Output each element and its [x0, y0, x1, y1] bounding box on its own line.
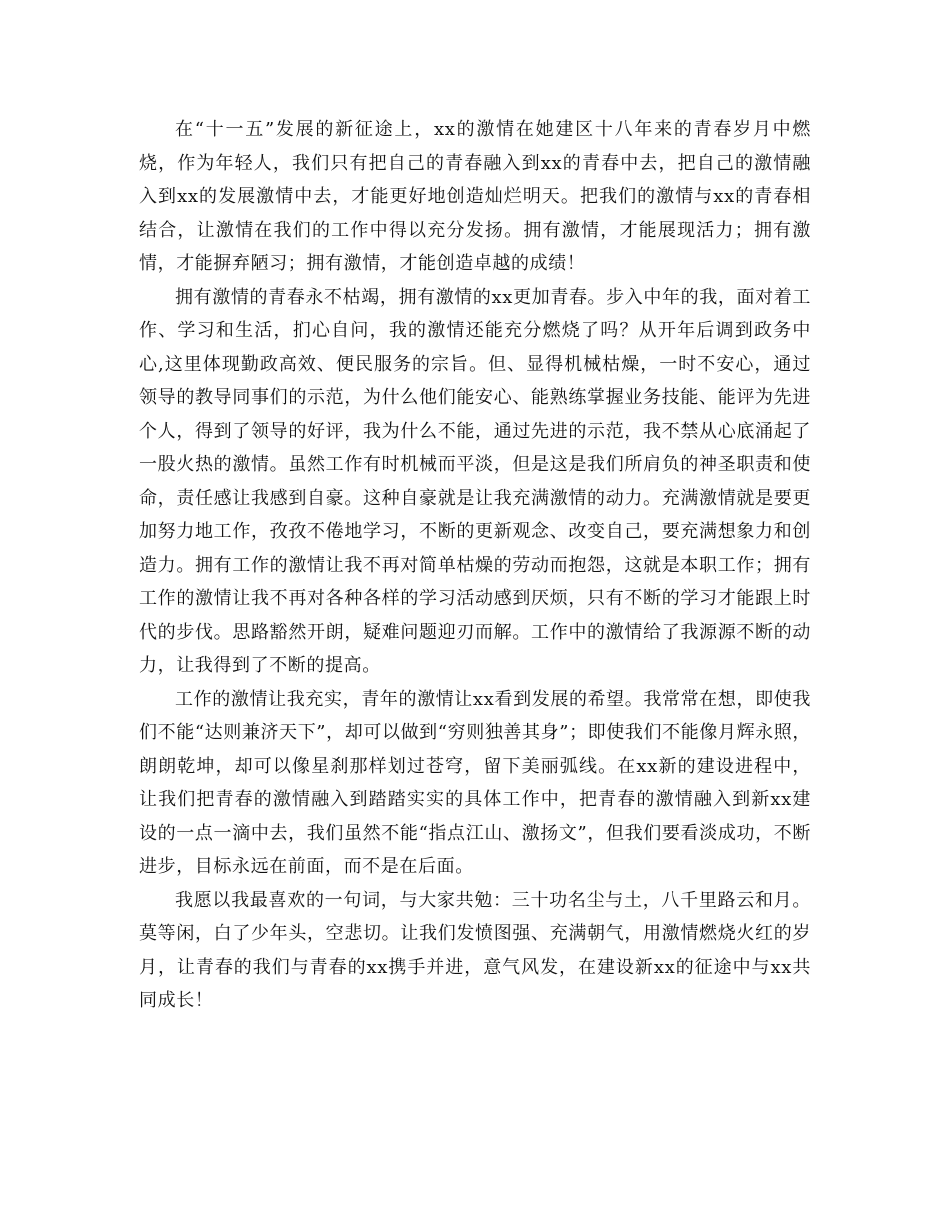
paragraph-3: 工作的激情让我充实，青年的激情让xx看到发展的希望。我常常在想，即使我们不能“达则兼济天下”，却可以做到“穷则独善其身”；即使我们不能像月辉永照，朗朗乾坤，却可以像星刹那样划过苍穹，留下美丽弧线。在xx新的建设进程中，让我们把青春的激情融入到踏踏实实的具体工作中，把青春的激情融入到新xx建设的一点一滴中去，我们虽然不能“指点江山、激扬文”，但我们要看淡成功，不断进步，目标永远在前面，而不是在后面。 [139, 688, 811, 877]
paragraph-4: 我愿以我最喜欢的一句词，与大家共勉：三十功名尘与土，八千里路云和月。莫等闲，白了少年头，空悲切。让我们发愤图强、充满朝气，用激情燃烧火红的岁月，让青春的我们与青春的xx携手并进，意气风发，在建设新xx的征途中与xx共同成长！ [139, 889, 811, 1011]
paragraph-2: 拥有激情的青春永不枯竭，拥有激情的xx更加青春。步入中年的我，面对着工作、学习和生活，扪心自问，我的激情还能充分燃烧了吗？从开年后调到政务中心,这里体现勤政高效、便民服务的宗旨。但、显得机械枯燥，一时不安心，通过领导的教导同事们的示范，为什么他们能安心、能熟练掌握业务技能、能评为先进个人，得到了领导的好评，我为什么不能，通过先进的示范，我不禁从心底涌起了一股火热的激情。虽然工作有时机械而平淡，但是这是我们所肩负的神圣职责和使命，责任感让我感到自豪。这种自豪就是让我充满激情的动力。充满激情就是要更加努力地工作，孜孜不倦地学习，不断的更新观念、改变自己，要充满想象力和创造力。拥有工作的激情让我不再对简单枯燥的劳动而抱怨，这就是本职工作；拥有工作的激情让我不再对各种各样的学习活动感到厌烦，只有不断的学习才能跟上时代的步伐。思路豁然开朗，疑难问题迎刃而解。工作中的激情给了我源源不断的动力，让我得到了不断的提高。 [139, 286, 811, 676]
paragraph-1: 在“十一五”发展的新征途上，xx的激情在她建区十八年来的青春岁月中燃烧，作为年轻人，我们只有把自己的青春融入到xx的青春中去，把自己的激情融入到xx的发展激情中去，才能更好地创造灿烂明天。把我们的激情与xx的青春相结合，让激情在我们的工作中得以充分发扬。拥有激情，才能展现活力；拥有激情，才能摒弃陋习；拥有激情，才能创造卓越的成绩！ [139, 119, 811, 274]
document-body [139, 113, 811, 1018]
